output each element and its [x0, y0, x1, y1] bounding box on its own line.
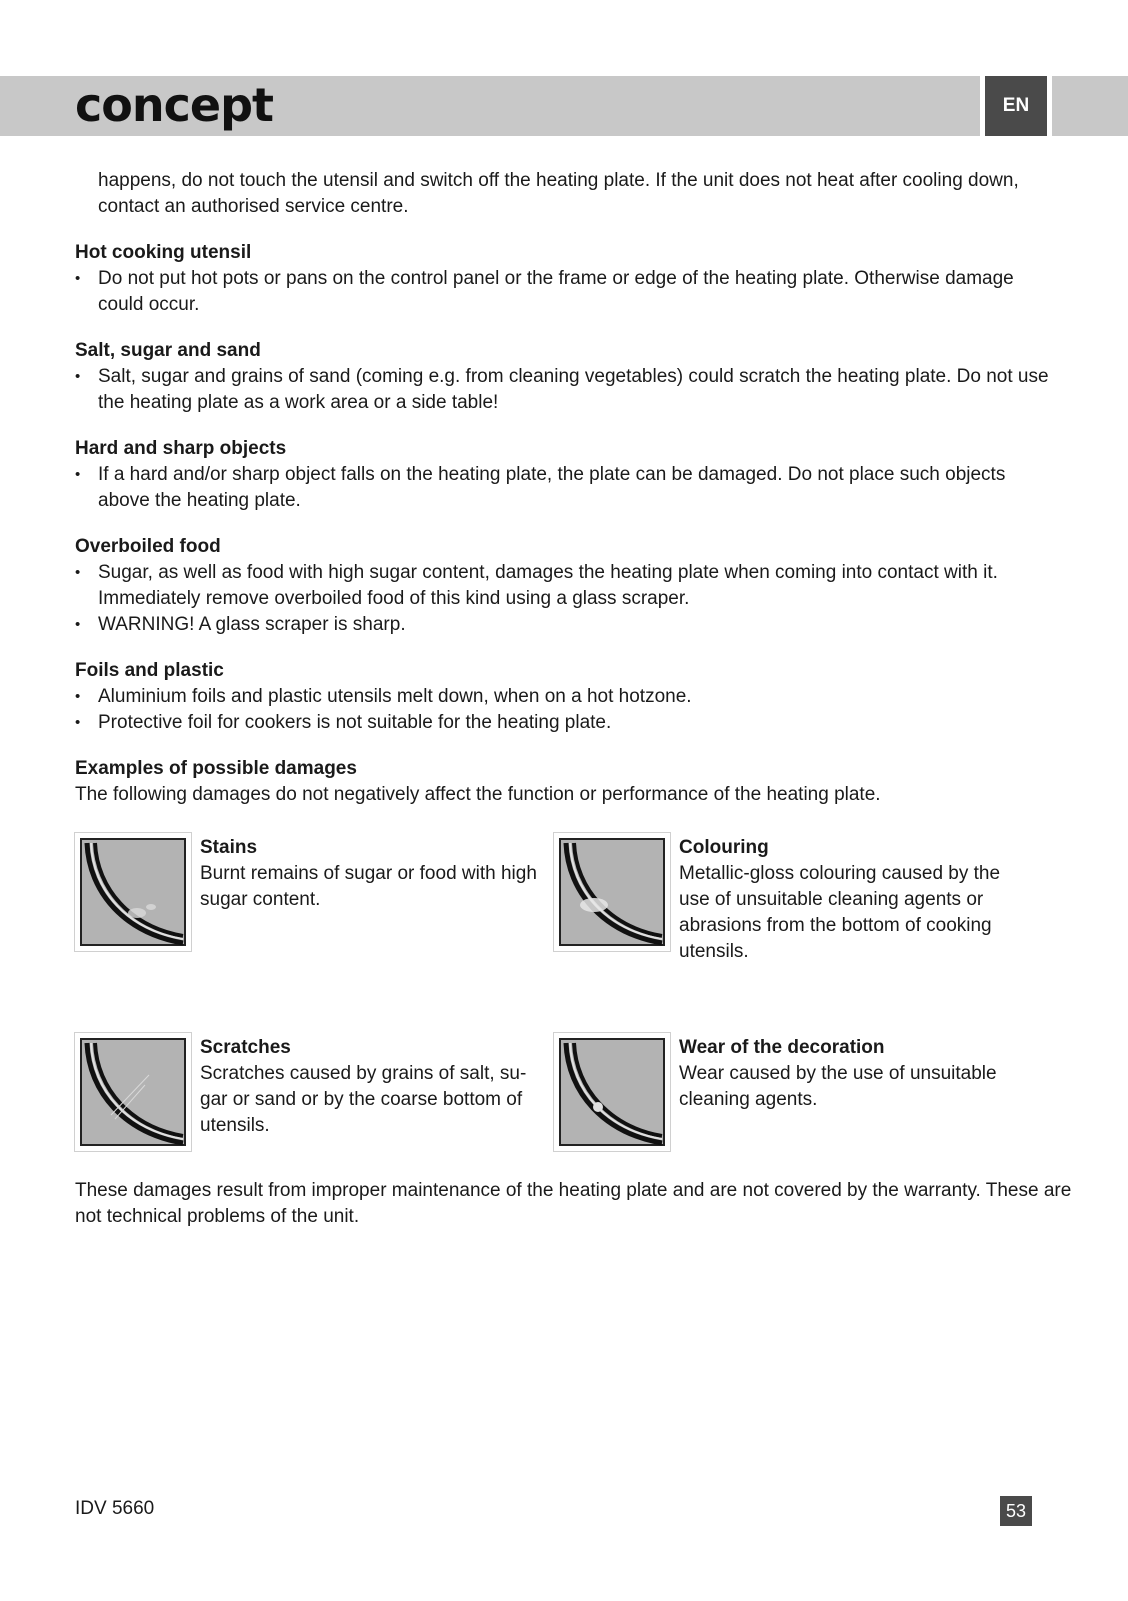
- section-title: Foils and plastic: [75, 660, 224, 681]
- damage-text: Wear caused by the use of unsuitable cleaning agents.: [679, 1063, 997, 1110]
- header-bar-tail: [1052, 76, 1128, 136]
- damage-text: Burnt remains of sugar or food with high sugar content.: [200, 863, 537, 910]
- main-content: [75, 168, 1055, 808]
- section-list: [75, 462, 1055, 514]
- section-title: Hard and sharp objects: [75, 438, 287, 459]
- section-title: Hot cooking utensil: [75, 242, 252, 263]
- scratch-damage-icon: [74, 1032, 192, 1152]
- stain-damage-icon: [74, 832, 192, 952]
- damage-title: Stains: [200, 837, 258, 858]
- examples-text: The following damages do not negatively affect the function or performance of the heating plate.: [75, 784, 881, 805]
- colouring-damage-icon: [553, 832, 671, 952]
- wear-damage-icon: [553, 1032, 671, 1152]
- intro-paragraph: happens, do not touch the utensil and switch off the heating plate. If the unit does not heat after cooling down, contact an authorised service centre.: [98, 170, 1019, 217]
- list-item: • Protective foil for cookers is not suitable for the heating plate.: [75, 710, 1055, 736]
- list-item: • Do not put hot pots or pans on the control panel or the frame or edge of the heating plate. Otherwise damage could occur.: [75, 266, 1055, 318]
- list-item: • If a hard and/or sharp object falls on the heating plate, the plate can be damaged. Do not place such objects above the heating plate.: [75, 462, 1055, 514]
- damage-title: Colouring: [679, 837, 769, 858]
- list-item: • WARNING! A glass scraper is sharp.: [75, 612, 1055, 638]
- footer-model: IDV 5660: [75, 1498, 155, 1519]
- section-list: [75, 364, 1055, 416]
- brand-logo: concept: [75, 78, 274, 132]
- page-number: 53: [1000, 1496, 1032, 1526]
- section-title: Salt, sugar and sand: [75, 340, 261, 361]
- section-list: [75, 684, 1055, 736]
- list-item: • Sugar, as well as food with high sugar content, damages the heating plate when coming into contact with it. Immediately remove overboiled food of this kind using a glass scraper.: [75, 560, 1055, 612]
- list-item: • Aluminium foils and plastic utensils melt down, when on a hot hotzone.: [75, 684, 1055, 710]
- damage-text: Scratches caused by grains of salt, su-gar or sand or by the coarse bottom of utensils.: [200, 1063, 527, 1136]
- damage-text: Metallic-gloss colouring caused by the use of unsuitable cleaning agents or abrasions from the bottom of cooking utensils.: [679, 863, 1001, 962]
- damage-title: Wear of the decoration: [679, 1037, 885, 1058]
- examples-title: Examples of possible damages: [75, 758, 357, 779]
- section-list: [75, 266, 1055, 318]
- list-item: • Salt, sugar and grains of sand (coming e.g. from cleaning vegetables) could scratch the heating plate. Do not use the heating plate as a work area or a side table!: [75, 364, 1055, 416]
- language-badge: EN: [985, 76, 1047, 136]
- damage-title: Scratches: [200, 1037, 291, 1058]
- section-title: Overboiled food: [75, 536, 221, 557]
- section-list: [75, 560, 1055, 638]
- closing-paragraph: These damages result from improper maintenance of the heating plate and are not covered by the warranty. These are not technical problems of the unit.: [75, 1180, 1072, 1227]
